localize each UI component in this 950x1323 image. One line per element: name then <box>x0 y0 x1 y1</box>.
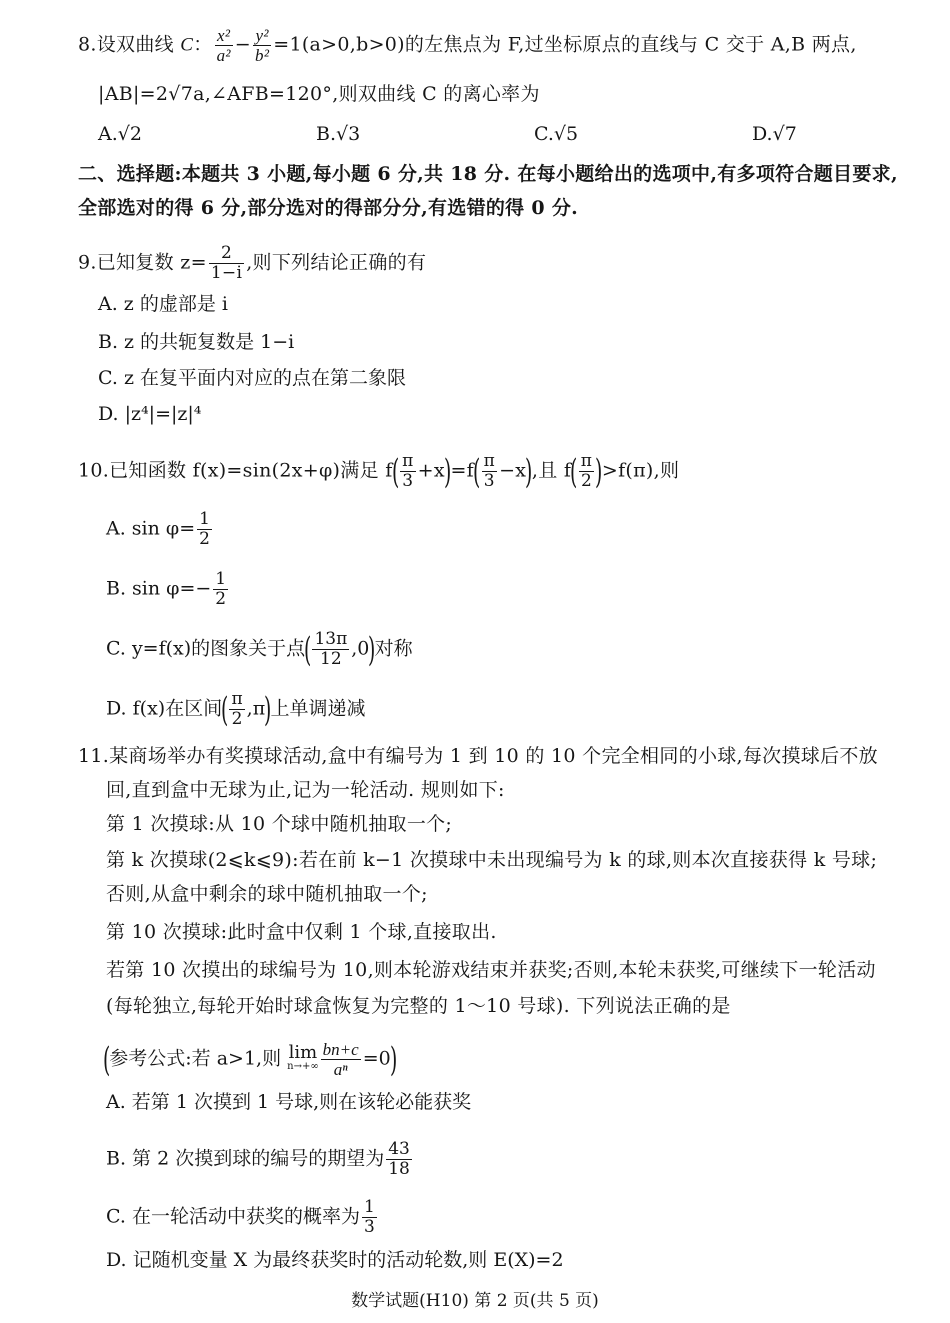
q10-frac-1-den: 3 <box>402 471 414 491</box>
q11-line-1: 某商场举办有奖摸球活动,盒中有编号为 1 到 10 的 10 个完全相同的小球,每次摸球后不放 <box>109 745 878 767</box>
q11-stem-line3: 第 1 次摸球:从 10 个球中随机抽取一个; <box>106 813 453 835</box>
q11-number: 11. <box>78 745 110 767</box>
q10-frac-1 <box>400 452 415 491</box>
q8-stem-line2: |AB|=2√7a,∠AFB=120°,则双曲线 C 的离心率为 <box>98 83 540 105</box>
q9-frac-num: 2 <box>209 244 244 264</box>
q8-frac-x-den: a² <box>216 46 231 65</box>
q10-frac-3 <box>579 452 594 491</box>
section2-heading-line1: 二、选择题:本题共 3 小题,每小题 6 分,共 18 分. 在每小题给出的选项中,有多项符合题目要求, <box>78 163 898 185</box>
q11-reference-formula: (参考公式:若 a>1,则 lim n→+∞ $\frac{bn+c}{\text{aⁿ}}$ =0) <box>102 1039 397 1080</box>
q10-frac-2-num: π <box>483 451 496 471</box>
q10-option-d-den: 2 <box>231 709 243 729</box>
q11-formula-den: aⁿ <box>333 1060 348 1079</box>
q10-option-c-text: C. y=f(x)的图象关于点 <box>106 637 306 660</box>
q11-stem-line8: (每轮独立,每轮开始时球盒恢复为完整的 1～10 号球). 下列说法正确的是 <box>106 995 731 1017</box>
q8-option-b: B.√3 <box>316 123 361 145</box>
q9-option-b: B. z 的共轭复数是 1−i <box>98 331 295 353</box>
q11-stem-line7: 若第 10 次摸出的球编号为 10,则本轮游戏结束并获奖;否则,本轮未获奖,可继续下一轮活动 <box>106 959 876 981</box>
q9-option-c: C. z 在复平面内对应的点在第二象限 <box>98 367 406 389</box>
q8-curve-name: C <box>180 34 194 56</box>
q10-frac-2-den: 3 <box>483 471 495 491</box>
q10-option-c-den: 12 <box>320 649 342 669</box>
q10-number: 10. <box>78 459 110 482</box>
q10-option-d-text: D. f(x)在区间 <box>106 697 223 720</box>
q10-stem: 10.已知函数 f(x)=sin(2x+φ)满足 f( $\frac{\pi}{3}$ +x)=f( $\frac{\pi}{3}$ −x),且 f( $\frac{\pi}{2}$ )>f(π),则 <box>78 451 680 492</box>
q11-formula-post: =0 <box>362 1047 391 1070</box>
q11-formula-num: bn+c <box>322 1040 359 1059</box>
q10-option-b <box>106 570 230 609</box>
q8-stem-rest: =1(a>0,b>0)的左焦点为 F,过坐标原点的直线与 C 交于 A,B 两点, <box>273 33 857 56</box>
q8-frac-y <box>253 26 271 65</box>
q11-option-b <box>106 1140 414 1179</box>
q8-frac-x-num: x² <box>215 26 233 46</box>
q11-stem-line5: 否则,从盒中剩余的球中随机抽取一个; <box>106 883 428 905</box>
q10-option-b-num: 1 <box>215 569 227 589</box>
q11-stem-line4: 第 k 次摸球(2⩽k⩽9):若在前 k−1 次摸球中未出现编号为 k 的球,则本次直接获得 k 号球; <box>106 849 878 871</box>
q8-frac-x <box>215 26 233 65</box>
q11-option-b-num: 43 <box>388 1139 410 1159</box>
q10-option-c: C. y=f(x)的图象关于点( $\frac{13\pi}{12}$ ,0)对称 <box>106 629 413 670</box>
q8-number: 8. <box>78 33 97 56</box>
q8-option-c: C.√5 <box>534 123 579 145</box>
q10-plus-x: +x <box>417 459 445 482</box>
q10-option-a-frac <box>197 510 212 549</box>
q9-option-a: A. z 的虚部是 i <box>98 293 228 315</box>
q10-option-a-text: A. sin φ= <box>106 517 196 540</box>
q11-option-a: A. 若第 1 次摸到 1 号球,则在该轮必能获奖 <box>106 1091 472 1113</box>
q8-option-d: D.√7 <box>752 123 797 145</box>
q10-eq-f: =f <box>450 459 474 482</box>
q11-option-d: D. 记随机变量 X 为最终获奖时的活动轮数,则 E(X)=2 <box>106 1249 564 1271</box>
q8-frac-y-den: b² <box>255 46 270 65</box>
q10-option-d-num: π <box>231 689 243 709</box>
q9-stem-post: ,则下列结论正确的有 <box>246 251 427 274</box>
page-footer: 数学试题(H10) 第 2 页(共 5 页) <box>351 1291 599 1311</box>
section2-heading-line2: 全部选对的得 6 分,部分选对的得部分分,有选错的得 0 分. <box>78 197 579 219</box>
q10-option-d-frac <box>229 690 244 729</box>
q10-option-a-num: 1 <box>199 509 210 529</box>
q11-formula-pre: 参考公式:若 a>1,则 <box>109 1047 282 1070</box>
q9-frac <box>209 244 244 283</box>
q8-frac-y-num: y² <box>253 26 271 46</box>
q11-option-c-frac <box>362 1198 377 1237</box>
q10-frac-1-num: π <box>402 451 414 471</box>
q8-stem-line1: 8.设双曲线 C： $\frac{\text{x²}}{\text{a²}}$ − $\frac{\text{y²}}{\text{b²}}$ =1(a>0,b>0)的左焦点为 F,过坐标原点的直线与 C 交于 A,B 两点, <box>78 26 857 65</box>
q11-option-c-num: 1 <box>363 1197 375 1217</box>
q10-option-b-text: B. sin φ=− <box>106 577 212 600</box>
q9-frac-den: 1−i <box>210 263 243 283</box>
q8-stem-text: 设双曲线 <box>96 33 174 56</box>
q10-option-b-den: 2 <box>215 589 227 609</box>
q8-option-a: A.√2 <box>98 123 142 145</box>
q9-option-d: D. |z⁴|=|z|⁴ <box>98 403 202 425</box>
q11-limit-sub: n→+∞ <box>287 1060 319 1072</box>
q9-number: 9. <box>78 251 97 274</box>
q10-frac-3-num: π <box>580 451 593 471</box>
q10-option-d: D. f(x)在区间( $\frac{\pi}{2}$ ,π)上单调递减 <box>106 689 366 730</box>
q10-and-f: ,且 f <box>531 459 572 482</box>
q11-stem-line1 <box>78 744 878 768</box>
q10-option-d-post: ,π <box>246 697 266 720</box>
q10-option-c-num: 13π <box>314 629 348 649</box>
q11-option-b-text: B. 第 2 次摸到球的编号的期望为 <box>106 1147 385 1170</box>
q10-option-a-den: 2 <box>199 529 210 549</box>
q10-stem-pre: 已知函数 f(x)=sin(2x+φ)满足 f <box>109 459 393 482</box>
q9-stem <box>78 244 426 283</box>
q10-option-d-end: 上单调递减 <box>270 697 366 720</box>
q10-option-b-frac <box>213 570 228 609</box>
q11-option-c-text: C. 在一轮活动中获奖的概率为 <box>106 1205 360 1228</box>
q11-stem-line6: 第 10 次摸球:此时盒中仅剩 1 个球,直接取出. <box>106 921 497 943</box>
q11-option-c-den: 3 <box>363 1217 375 1237</box>
q11-stem-line2: 回,直到盒中无球为止,记为一轮活动. 规则如下: <box>106 779 505 801</box>
q11-option-c <box>106 1198 379 1237</box>
q10-stem-post: >f(π),则 <box>601 459 680 482</box>
q11-limit-label: lim <box>288 1041 318 1063</box>
q11-formula-frac <box>321 1040 361 1079</box>
q10-option-c-post: ,0 <box>351 637 370 660</box>
q10-frac-3-den: 2 <box>580 471 593 491</box>
q8-colon: ： <box>193 33 213 56</box>
q10-frac-2 <box>482 452 497 491</box>
q9-stem-pre: 已知复数 z= <box>96 251 207 274</box>
q11-option-b-frac <box>386 1140 412 1179</box>
q10-option-a <box>106 510 214 549</box>
q10-option-c-end: 对称 <box>374 637 413 660</box>
q11-limit <box>287 1041 319 1074</box>
q10-minus-x: −x <box>499 459 527 482</box>
q10-option-c-frac <box>312 630 349 669</box>
q11-option-b-den: 18 <box>388 1159 410 1179</box>
